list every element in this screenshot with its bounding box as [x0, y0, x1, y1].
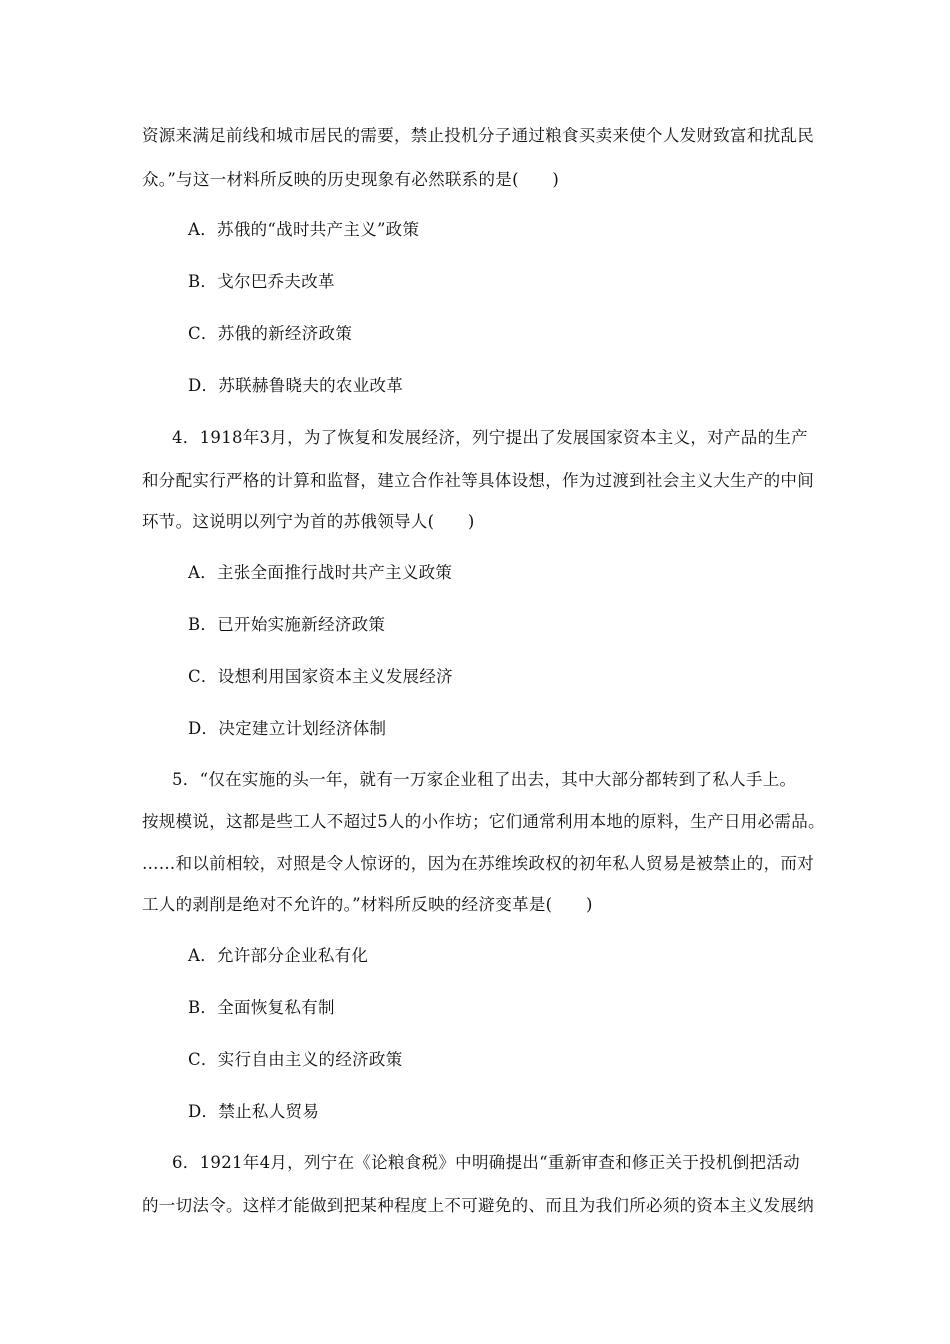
question-5-stem-line-3: ……和以前相较，对照是令人惊讶的，因为在苏维埃政权的初年私人贸易是被禁止的，而对: [142, 854, 814, 873]
question-3-stem-line-1: 资源来满足前线和城市居民的需要，禁止投机分子通过粮食买卖来使个人发财致富和扰乱民: [142, 126, 814, 145]
question-4-stem-line-2: 和分配实行严格的计算和监督，建立合作社等具体设想，作为过渡到社会主义大生产的中间: [142, 471, 814, 490]
question-4-option-c: C．设想利用国家资本主义发展经济: [188, 667, 453, 686]
question-5-stem-line-2: 按规模说，这都是些工人不超过5人的小作坊；它们通常利用本地的原料，生产日用必需品。: [142, 812, 825, 831]
question-4-stem-line-3: 环节。这说明以列宁为首的苏俄领导人( ): [142, 512, 475, 531]
question-6-stem-line-1: 6．1921年4月，列宁在《论粮食税》中明确提出“重新审查和修正关于投机倒把活动: [172, 1153, 800, 1172]
question-5-option-a: A．允许部分企业私有化: [188, 946, 369, 965]
question-4-option-a: A．主张全面推行战时共产主义政策: [188, 563, 453, 582]
question-5-stem-line-4: 工人的剥削是绝对不允许的。”材料所反映的经济变革是( ): [142, 895, 593, 914]
question-4-option-b: B．已开始实施新经济政策: [188, 615, 386, 634]
question-5-option-c: C．实行自由主义的经济政策: [188, 1050, 403, 1069]
question-5-option-d: D．禁止私人贸易: [188, 1102, 320, 1121]
question-3-option-d: D．苏联赫鲁晓夫的农业改革: [188, 376, 404, 395]
question-3-stem-line-2: 众。”与这一材料所反映的历史现象有必然联系的是( ): [142, 170, 560, 189]
question-3-option-b: B．戈尔巴乔夫改革: [188, 272, 335, 291]
question-5-stem-line-1: 5．“仅在实施的头一年，就有一万家企业租了出去，其中大部分都转到了私人手上。: [172, 770, 797, 789]
question-6-stem-line-2: 的一切法令。这样才能做到把某种程度上不可避免的、而且为我们所必须的资本主义发展纳: [142, 1196, 814, 1215]
question-4-stem-line-1: 4．1918年3月，为了恢复和发展经济，列宁提出了发展国家资本主义，对产品的生产: [172, 428, 808, 447]
question-3-option-a: A．苏俄的“战时共产主义”政策: [188, 220, 420, 239]
question-3-option-c: C．苏俄的新经济政策: [188, 324, 353, 343]
question-5-option-b: B．全面恢复私有制: [188, 998, 335, 1017]
question-4-option-d: D．决定建立计划经济体制: [188, 719, 387, 738]
